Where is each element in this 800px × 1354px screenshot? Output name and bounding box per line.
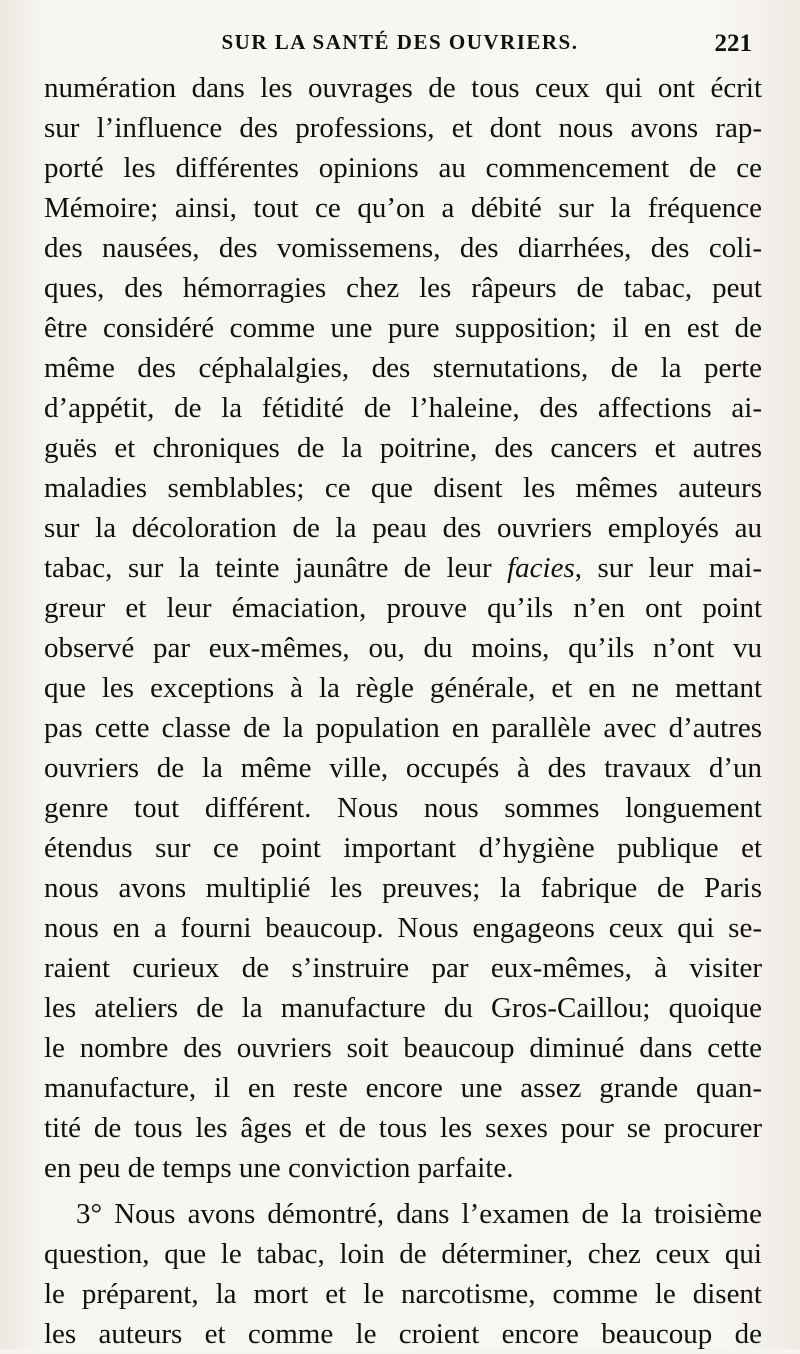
text-segment: tabac, sur la teinte jaunâtre de leur (44, 552, 508, 584)
text-line: que les exceptions à la règle générale, et en ne mettant (44, 672, 762, 704)
text-line: étendus sur ce point important d’hygiène publique et (44, 832, 762, 864)
paragraph-1 (44, 68, 762, 1188)
text-line-facies (44, 548, 762, 588)
text-line: maladies semblables; ce que disent les mêmes auteurs (44, 472, 762, 504)
text-line: question, que le tabac, loin de déterminer, chez ceux qui (44, 1238, 762, 1270)
text-line: tité de tous les âges et de tous les sexes pour se procurer (44, 1112, 762, 1144)
body-text (44, 68, 762, 1354)
running-head: SUR LA SANTÉ DES OUVRIERS. (221, 30, 579, 54)
text-line: porté les différentes opinions au commencement de ce (44, 152, 762, 184)
page-number: 221 (714, 30, 752, 57)
text-line: 3° Nous avons démontré, dans l’examen de la troisième (76, 1198, 762, 1230)
italic-word: facies (507, 552, 575, 584)
text-line: sur la décoloration de la peau des ouvriers employés au (44, 512, 762, 544)
paragraph-2 (44, 1194, 762, 1354)
text-line: pas cette classe de la population en parallèle avec d’autres (44, 712, 762, 744)
text-line: le nombre des ouvriers soit beaucoup diminué dans cette (44, 1032, 762, 1064)
page-header (40, 30, 760, 64)
text-line: le préparent, la mort et le narcotisme, comme le disent (44, 1278, 762, 1310)
text-line: sur l’influence des professions, et dont nous avons rap- (44, 112, 762, 144)
text-line: ouvriers de la même ville, occupés à des travaux d’un (44, 752, 762, 784)
text-line: observé par eux-mêmes, ou, du moins, qu’ils n’ont vu (44, 632, 762, 664)
text-line: les ateliers de la manufacture du Gros-Caillou; quoique (44, 992, 762, 1024)
text-line: ques, des hémorragies chez les râpeurs de tabac, peut (44, 272, 762, 304)
text-line: numération dans les ouvrages de tous ceux qui ont écrit (44, 72, 762, 104)
text-line: greur et leur émaciation, prouve qu’ils n’en ont point (44, 592, 762, 624)
text-line: nous avons multiplié les preuves; la fabrique de Paris (44, 872, 762, 904)
text-line: manufacture, il en reste encore une assez grande quan- (44, 1072, 762, 1104)
text-line: des nausées, des vomissemens, des diarrhées, des coli- (44, 232, 762, 264)
text-line: guës et chroniques de la poitrine, des cancers et autres (44, 432, 762, 464)
text-line: être considéré comme une pure supposition; il en est de (44, 312, 762, 344)
text-line: les auteurs et comme le croient encore beaucoup de (44, 1318, 762, 1350)
text-line: d’appétit, de la fétidité de l’haleine, des affections ai- (44, 392, 762, 424)
text-line: raient curieux de s’instruire par eux-mêmes, à visiter (44, 952, 762, 984)
text-line-last: en peu de temps une conviction parfaite. (44, 1152, 514, 1184)
text-line: Mémoire; ainsi, tout ce qu’on a débité sur la fréquence (44, 192, 762, 224)
text-line: même des céphalalgies, des sternutations, de la perte (44, 352, 762, 384)
text-line: nous en a fourni beaucoup. Nous engageons ceux qui se- (44, 912, 762, 944)
text-segment: , sur leur mai- (574, 552, 762, 584)
text-line: genre tout différent. Nous nous sommes longuement (44, 792, 762, 824)
